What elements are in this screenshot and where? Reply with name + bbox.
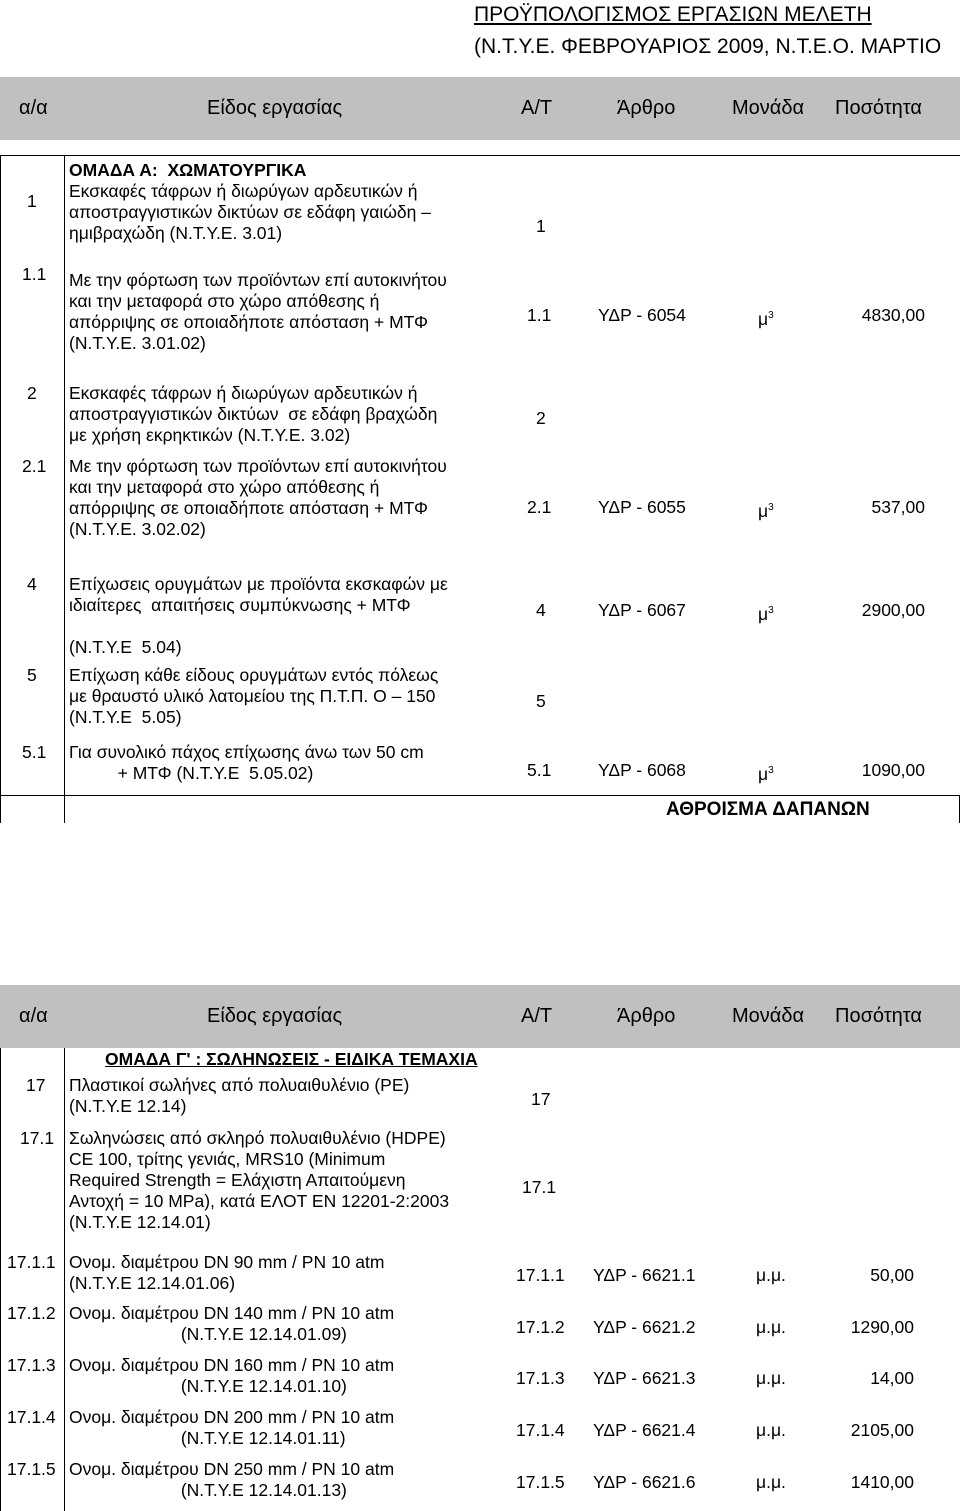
row-aa: 2 (27, 383, 37, 403)
row-desc: Εκσκαφές τάφρων ή διωρύγων αρδευτικών ή αποστραγγιστικών δικτύων σε εδάφη γαιώδη – ημιβραχώδη (Ν.Τ.Υ.Ε. 3.01) (69, 181, 431, 243)
row-at: 17 (531, 1089, 551, 1109)
header-aa: α/α (19, 1005, 48, 1027)
row-unit: μ.μ. (756, 1317, 786, 1337)
row-desc: Σωληνώσεις από σκληρό πολυαιθυλένιο (HDPE) CE 100, τρίτης γενιάς, MRS10 (Minimum Required Strength = Ελάχιστη Απαιτούμενη Αντοχή = 10 MPa), κατά ΕΛΟΤ ΕΝ 12201-2:2003 (Ν.Τ.Υ.Ε 12.14.01) (69, 1128, 450, 1232)
header-monada: Μονάδα (732, 1005, 805, 1027)
row-at: 17.1.2 (516, 1317, 565, 1337)
row-desc: Πλαστικοί σωλήνες από πολυαιθυλένιο (PE) (Ν.Τ.Υ.Ε 12.14) (69, 1075, 410, 1116)
header-eidos: Είδος εργασίας (207, 97, 343, 119)
row-unit: $\mu^3$ (758, 308, 774, 329)
row-divider (0, 795, 960, 796)
row-arthro: ΥΔΡ - 6068 (598, 760, 686, 780)
row-qty: 4830,00 (861, 305, 925, 325)
row-at: 17.1.3 (516, 1368, 565, 1388)
row-unit: $\mu^3$ (758, 763, 774, 784)
table-header (0, 985, 960, 1048)
row-aa: 5 (27, 665, 37, 685)
header-arthro: Άρθρο (617, 97, 676, 119)
row-aa: 17.1.4 (7, 1407, 56, 1427)
row-unit: $\mu^3$ (758, 500, 774, 521)
row-at: 1 (536, 216, 546, 236)
row-at: 5 (536, 691, 546, 711)
row-unit: μ.μ. (756, 1472, 786, 1492)
header-at: Α/Τ (521, 97, 553, 119)
row-qty: 14,00 (870, 1368, 914, 1388)
row-desc: Επίχωση κάθε είδους ορυγμάτων εντός πόλεως με θραυστό υλικό λατομείου της Π.Τ.Π. Ο – 150 (Ν.Τ.Υ.Ε 5.05) (69, 665, 439, 727)
column-divider (64, 1048, 65, 1511)
total-label: ΑΘΡΟΙΣΜΑ ΔΑΠΑΝΩΝ (666, 799, 870, 820)
row-desc: Εκσκαφές τάφρων ή διωρύγων αρδευτικών ή αποστραγγιστικών δικτύων σε εδάφη βραχώδη με χρήση εκρηκτικών (Ν.Τ.Υ.Ε. 3.02) (69, 383, 438, 445)
header-at: Α/Τ (521, 1005, 553, 1027)
row-qty: 50,00 (870, 1265, 914, 1285)
row-desc: Ονομ. διαμέτρου DN 200 mm / PN 10 atm (Ν.Τ.Υ.Ε 12.14.01.11) (69, 1407, 395, 1448)
row-arthro: ΥΔΡ - 6067 (598, 600, 686, 620)
row-qty: 537,00 (871, 497, 925, 517)
table-header (0, 77, 960, 140)
row-aa: 4 (27, 574, 37, 594)
row-unit: μ.μ. (756, 1265, 786, 1285)
row-arthro: ΥΔΡ - 6621.3 (593, 1368, 696, 1388)
page-title: ΠΡΟΫΠΟΛΟΓΙΣΜΟΣ ΕΡΓΑΣΙΩΝ ΜΕΛΕΤΗ (474, 3, 872, 26)
header-posotita: Ποσότητα (835, 97, 922, 119)
group-title: ΟΜΑΔΑ Γ' : ΣΩΛΗΝΩΣΕΙΣ - ΕΙΔΙΚΑ ΤΕΜΑΧΙΑ (105, 1049, 478, 1069)
row-desc: Ονομ. διαμέτρου DN 250 mm / PN 10 atm (Ν.Τ.Υ.Ε 12.14.01.13) (69, 1459, 395, 1500)
row-arthro: ΥΔΡ - 6621.4 (593, 1420, 696, 1440)
row-at: 17.1 (522, 1177, 557, 1197)
row-arthro: ΥΔΡ - 6621.1 (593, 1265, 696, 1285)
row-divider (0, 155, 960, 156)
row-qty: 1410,00 (850, 1472, 914, 1492)
row-arthro: ΥΔΡ - 6054 (598, 305, 686, 325)
row-unit: $\mu^3$ (758, 603, 774, 624)
page-subtitle: (Ν.Τ.Υ.Ε. ΦΕΒΡΟΥΑΡΙΟΣ 2009, Ν.Τ.Ε.Ο. ΜΑΡΤΙΟ (474, 35, 942, 58)
row-aa: 1.1 (22, 264, 47, 284)
row-aa: 17 (26, 1075, 46, 1095)
header-arthro: Άρθρο (617, 1005, 676, 1027)
row-qty: 1290,00 (850, 1317, 914, 1337)
column-divider (0, 155, 1, 823)
row-aa: 17.1 (20, 1128, 55, 1148)
header-posotita: Ποσότητα (835, 1005, 922, 1027)
row-desc: Ονομ. διαμέτρου DN 140 mm / PN 10 atm (Ν.Τ.Υ.Ε 12.14.01.09) (69, 1303, 395, 1344)
row-desc: Επίχωσεις ορυγμάτων με προϊόντα εκσκαφών με ιδιαίτερες απαιτήσεις συμπύκνωσης + ΜΤΦ (Ν.Τ.Υ.Ε 5.04) (69, 574, 448, 657)
row-desc: Ονομ. διαμέτρου DN 90 mm / PN 10 atm (Ν.Τ.Υ.Ε 12.14.01.06) (69, 1252, 385, 1293)
row-at: 4 (536, 600, 546, 620)
row-desc: Με την φόρτωση των προϊόντων επί αυτοκινήτου και την μεταφορά στο χώρο απόθεσης ή απόρριψης σε οποιαδήποτε απόσταση + ΜΤΦ (Ν.Τ.Υ.Ε. 3.02.02) (69, 456, 447, 539)
row-qty: 1090,00 (861, 760, 925, 780)
row-arthro: ΥΔΡ - 6621.2 (593, 1317, 696, 1337)
column-divider (64, 155, 65, 823)
column-divider (0, 1048, 1, 1511)
header-eidos: Είδος εργασίας (207, 1005, 343, 1027)
header-monada: Μονάδα (732, 97, 805, 119)
row-qty: 2105,00 (850, 1420, 914, 1440)
row-unit: μ.μ. (756, 1368, 786, 1388)
row-desc: Για συνολικό πάχος επίχωσης άνω των 50 cm + ΜΤΦ (Ν.Τ.Υ.Ε 5.05.02) (69, 742, 424, 783)
row-aa: 17.1.1 (7, 1252, 56, 1272)
row-at: 2 (536, 408, 546, 428)
row-arthro: ΥΔΡ - 6055 (598, 497, 686, 517)
row-at: 17.1.5 (516, 1472, 565, 1492)
row-aa: 17.1.3 (7, 1355, 56, 1375)
row-aa: 2.1 (22, 456, 47, 476)
row-unit: μ.μ. (756, 1420, 786, 1440)
row-at: 17.1.4 (516, 1420, 565, 1440)
row-at: 2.1 (527, 497, 552, 517)
row-at: 17.1.1 (516, 1265, 565, 1285)
row-aa: 17.1.2 (7, 1303, 56, 1323)
row-at: 5.1 (527, 760, 552, 780)
row-aa: 5.1 (22, 742, 47, 762)
row-arthro: ΥΔΡ - 6621.6 (593, 1472, 696, 1492)
row-desc: Ονομ. διαμέτρου DN 160 mm / PN 10 atm (Ν.Τ.Υ.Ε 12.14.01.10) (69, 1355, 395, 1396)
group-title: ΟΜΑΔΑ Α: ΧΩΜΑΤΟΥΡΓΙΚΑ (69, 160, 307, 180)
row-aa: 17.1.5 (7, 1459, 56, 1479)
row-aa: 1 (27, 191, 37, 211)
row-qty: 2900,00 (861, 600, 925, 620)
row-at: 1.1 (527, 305, 552, 325)
row-desc: Με την φόρτωση των προϊόντων επί αυτοκινήτου και την μεταφορά στο χώρο απόθεσης ή απόρριψης σε οποιαδήποτε απόσταση + ΜΤΦ (Ν.Τ.Υ.Ε. 3.01.02) (69, 270, 447, 353)
header-aa: α/α (19, 97, 48, 119)
